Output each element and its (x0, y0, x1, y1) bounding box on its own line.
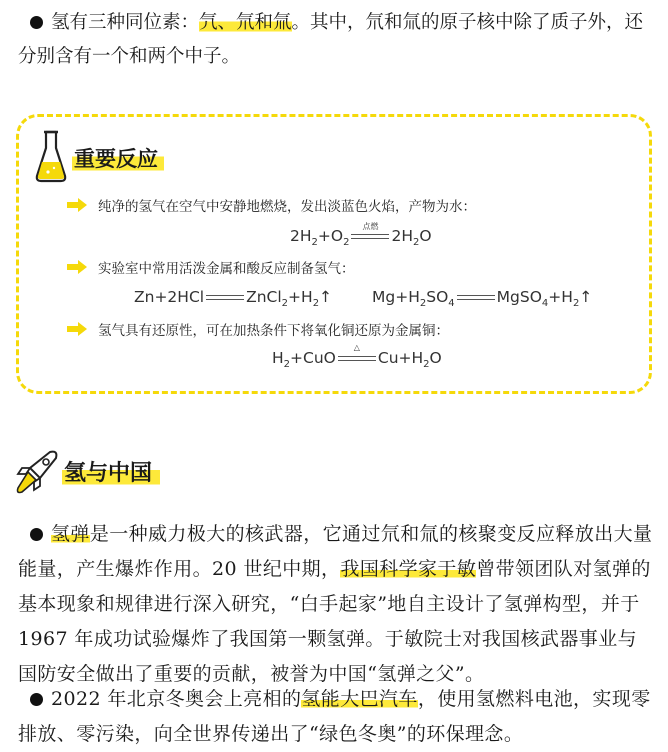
bullet-dot (30, 16, 43, 29)
arrow-right-icon (66, 198, 88, 212)
reaction-3-text: 氢气具有还原性，可在加热条件下将氧化铜还原为金属铜： (98, 323, 449, 339)
reaction-3-equation: $H_2+CuO$ △ $Cu+H_2O$ (272, 342, 442, 371)
flask-icon (34, 128, 68, 184)
paragraph-1-text-1: 是一种威力极大的核武器，它通过氘和氚的核聚变反应释放出大量能量，产生爆炸作用。20 世纪中期， (18, 523, 653, 580)
reaction-2a-equation: Zn+2HCl $ZnCl_2+H_2↑$ (134, 288, 333, 310)
intro-text-2: 。其中，氘和氚的原子核中除了质子外，还分别含有一个和两个中子。 (18, 12, 644, 67)
bullet-dot (30, 528, 43, 541)
paragraph-2-text-2: ，使用氢燃料电池，实现零排放、零污染，向全世界传递出了“绿色冬奥”的环保理念。 (18, 688, 651, 745)
box-title: 重要反应 (72, 143, 164, 173)
arrow-right-icon (66, 322, 88, 336)
reaction-2-text: 实验室中常用活泼金属和酸反应制备氢气： (98, 261, 355, 277)
paragraph-2-text-1: 2022 年北京冬奥会上亮相的 (51, 688, 302, 710)
hydrogen-bomb-paragraph (18, 517, 654, 692)
highlight-hydrogen-bus: 氢能大巴汽车 (301, 688, 418, 710)
hydrogen-bus-paragraph (18, 682, 654, 752)
paragraph-1-text-2: 曾带领团队对氢弹的基本现象和规律进行深入研究，“白手起家”地自主设计了氢弹构型，并于 1967 年成功试验爆炸了我国第一颗氢弹。于敏院士对我国核武器事业与国防安全做出了重要的贡献，被誉为中国“氢弹之父”。 (18, 558, 651, 685)
intro-paragraph (18, 6, 658, 74)
bullet-dot (30, 693, 43, 706)
reaction-1-equation: $2H_2+O_2$ 点燃 $2H_2O$ (290, 221, 432, 249)
reaction-2b-equation: $Mg+H_2SO_4$ $MgSO_4+H_2↑$ (372, 288, 593, 310)
arrow-right-icon (66, 260, 88, 274)
intro-text-1: 氢有三种同位素： (51, 12, 200, 33)
highlight-hydrogen-bomb: 氢弹 (51, 523, 90, 545)
reaction-1-text: 纯净的氢气在空气中安静地燃烧，发出淡蓝色火焰，产物为水： (98, 199, 476, 215)
rocket-icon (14, 448, 60, 500)
highlight-scientist: 我国科学家于敏 (340, 558, 477, 580)
intro-highlight: 氕、氘和氚 (199, 12, 292, 33)
section-title: 氢与中国 (62, 456, 160, 487)
